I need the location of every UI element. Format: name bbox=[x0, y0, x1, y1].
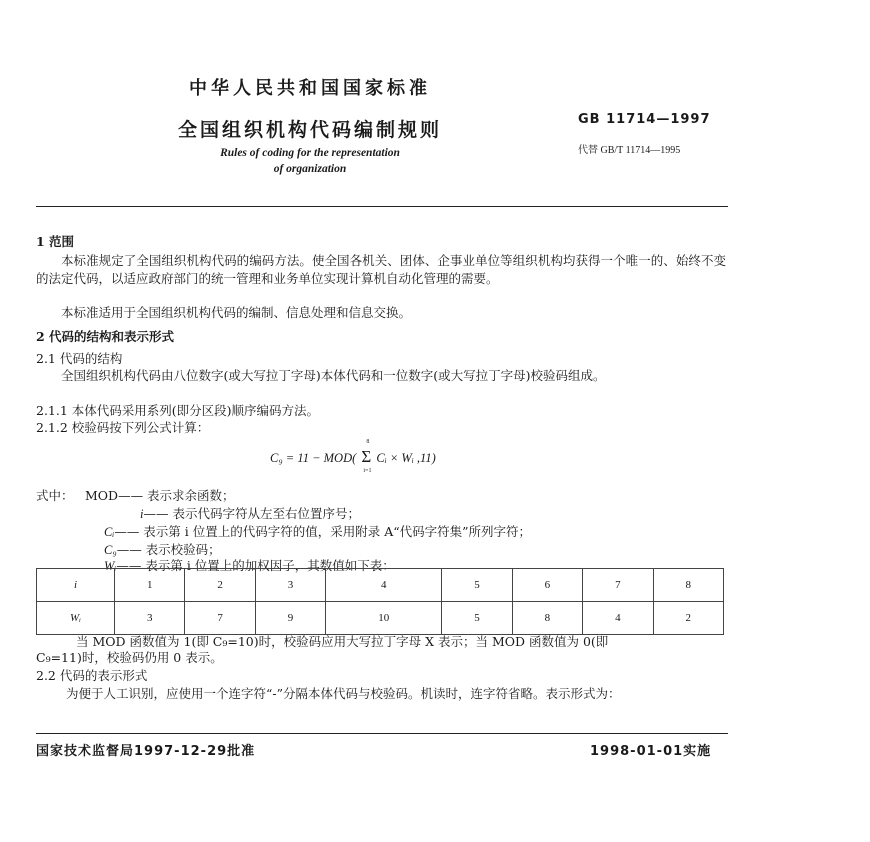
section-1-paragraph-1: 本标准规定了全国组织机构代码的编码方法。使全国各机关、团体、企事业单位等组织机构均获得一个唯一的、始终不变的法定代码，以适应政府部门的统一管理和业务单位实现计算机自动化管理的需要。 bbox=[36, 253, 726, 286]
table-cell: 4 bbox=[326, 569, 442, 602]
table-row-header: Wᵢ bbox=[37, 602, 115, 635]
footer-divider bbox=[36, 733, 728, 734]
table-row-weight bbox=[37, 602, 724, 635]
table-cell: 5 bbox=[442, 569, 512, 602]
after-table-line-2: C₉=11)时，校验码仍用 0 表示。 bbox=[36, 650, 223, 665]
standard-title: 中华人民共和国国家标准 bbox=[189, 78, 431, 99]
table-cell: 8 bbox=[512, 602, 582, 635]
english-title-line1: Rules of coding for the representation bbox=[220, 147, 400, 159]
section-2-1-heading: 2.1 代码的结构 bbox=[36, 351, 123, 366]
section-2-2-heading: 2.2 代码的表示形式 bbox=[36, 668, 148, 683]
replaces-note: 代替 GB/T 11714—1995 bbox=[578, 145, 681, 156]
table-cell: 1 bbox=[115, 569, 185, 602]
table-cell: 4 bbox=[583, 602, 653, 635]
section-2-1-2: 2.1.2 校验码按下列公式计算： bbox=[36, 420, 210, 435]
table-cell: 3 bbox=[255, 569, 325, 602]
weight-factor-table bbox=[36, 568, 724, 635]
table-cell: 3 bbox=[115, 602, 185, 635]
table-cell: 7 bbox=[185, 602, 255, 635]
english-title-line2: of organization bbox=[273, 163, 347, 175]
document-title: 全国组织机构代码编制规则 bbox=[177, 119, 442, 141]
table-row-position bbox=[37, 569, 724, 602]
header-divider bbox=[36, 206, 728, 207]
summation-symbol: Σ 8 i=1 bbox=[361, 439, 372, 474]
approval-date: 国家技术监督局1997-12-29批准 bbox=[36, 744, 256, 759]
check-digit-formula bbox=[270, 439, 436, 474]
definition-wi: Wᵢ—— 表示第 i 位置上的加权因子，其数值如下表： bbox=[104, 558, 395, 573]
where-label: 式中： bbox=[36, 488, 74, 503]
table-cell: 2 bbox=[653, 602, 723, 635]
standard-code: GB 11714—1997 bbox=[578, 112, 711, 127]
table-cell: 6 bbox=[512, 569, 582, 602]
definition-c9: C₉—— 表示校验码； bbox=[104, 542, 221, 557]
table-cell: 9 bbox=[255, 602, 325, 635]
section-2-1-1: 2.1.1 本体代码采用系列(即分区段)顺序编码方法。 bbox=[36, 403, 320, 418]
table-cell: 5 bbox=[442, 602, 512, 635]
definition-ci: Cᵢ—— 表示第 i 位置上的代码字符的值，采用附录 A“代码字符集”所列字符； bbox=[104, 524, 532, 539]
table-cell: 2 bbox=[185, 569, 255, 602]
after-table-line-1: 当 MOD 函数值为 1(即 C₉=10)时，校验码应用大写拉丁字母 X 表示；当 MOD 函数值为 0(即 bbox=[76, 634, 609, 649]
section-1-paragraph-2: 本标准适用于全国组织机构代码的编制、信息处理和信息交换。 bbox=[61, 305, 412, 320]
implementation-date: 1998-01-01实施 bbox=[590, 744, 712, 759]
table-cell: 10 bbox=[326, 602, 442, 635]
definition-i: i—— 表示代码字符从左至右位置序号； bbox=[140, 506, 360, 521]
section-2-heading: 2 代码的结构和表示形式 bbox=[36, 329, 175, 344]
section-1-heading: 1 范围 bbox=[36, 234, 75, 249]
definition-mod: MOD—— 表示求余函数； bbox=[85, 488, 235, 503]
formula-lhs: C₉ = 11 − MOD( bbox=[270, 451, 357, 465]
formula-rhs: Cᵢ × Wᵢ ,11) bbox=[376, 451, 436, 465]
table-cell: 8 bbox=[653, 569, 723, 602]
section-2-1-paragraph: 全国组织机构代码由八位数字(或大写拉丁字母)本体代码和一位数字(或大写拉丁字母)校验码组成。 bbox=[61, 368, 606, 383]
section-2-2-paragraph: 为便于人工识别，应使用一个连字符“-”分隔本体代码与校验码。机读时，连字符省略。表示形式为： bbox=[66, 686, 621, 701]
table-row-header: i bbox=[37, 569, 115, 602]
table-cell: 7 bbox=[583, 569, 653, 602]
